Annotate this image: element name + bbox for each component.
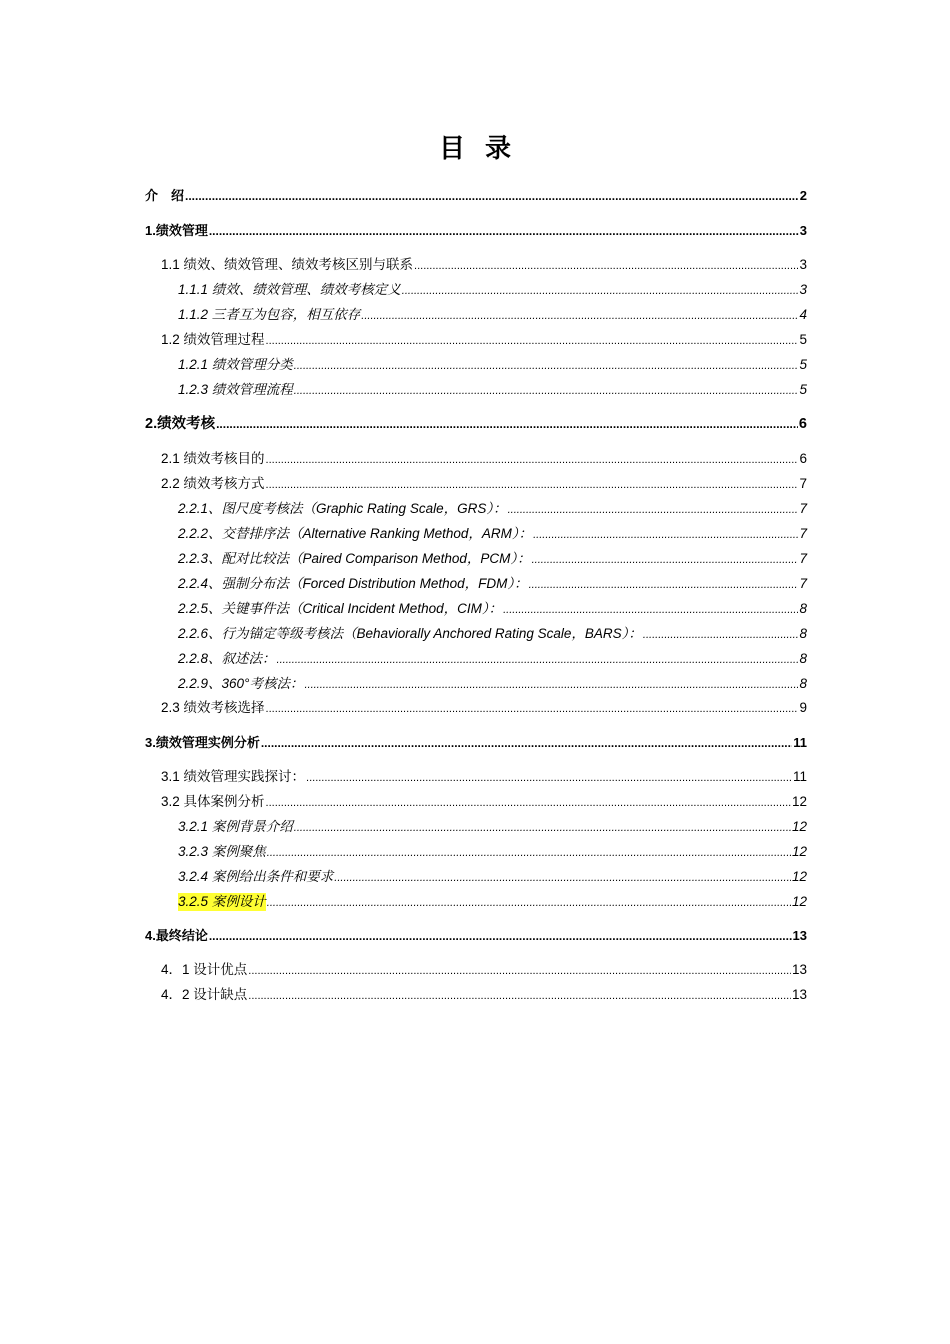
toc-leader	[361, 307, 798, 325]
toc-entry-label: 4．2 设计缺点	[161, 987, 248, 1002]
toc-entry-label: 2.绩效考核	[145, 416, 216, 432]
toc-entry-label: 3.2.4 案例给出条件和要求	[178, 869, 334, 884]
toc-entry-2-2-5[interactable]	[145, 600, 807, 618]
toc-entry-label: 3.2 具体案例分析	[161, 794, 265, 809]
toc-page-number: 8	[799, 651, 807, 666]
toc-page-number: 12	[791, 819, 807, 834]
toc-entry-label: 介 绍	[145, 188, 185, 203]
toc-leader	[414, 257, 798, 275]
toc-entry-label: 4．1 设计优点	[161, 962, 248, 977]
toc-entry-label: 2.2.6、行为锚定等级考核法（Behaviorally Anchored Rating Scale，BARS）：	[178, 626, 642, 641]
toc-entry-3-2-4[interactable]	[145, 868, 807, 886]
toc-page-number: 8	[799, 676, 807, 691]
toc-leader	[306, 769, 792, 787]
toc-leader	[266, 332, 799, 350]
toc-page-number: 7	[799, 526, 807, 541]
toc-page-number: 7	[799, 576, 807, 591]
toc-entry-2-2-9[interactable]	[145, 675, 807, 693]
toc-entry-label: 1.2.3 绩效管理流程	[178, 382, 293, 397]
toc-entry-label: 1.1.1 绩效、绩效管理、绩效考核定义	[178, 282, 401, 297]
toc-entry-label: 3.2.3 案例聚焦	[178, 844, 266, 859]
toc-entry-label: 1.2.1 绩效管理分类	[178, 357, 293, 372]
toc-leader	[277, 651, 799, 669]
toc-page-number: 13	[791, 987, 807, 1002]
toc-entry-2-2-1[interactable]	[145, 500, 807, 518]
toc-page-number: 13	[792, 928, 807, 943]
toc-page-number: 12	[791, 794, 807, 809]
toc-entry-label: 2.2 绩效考核方式	[161, 476, 265, 491]
toc-entry-1-1-2[interactable]	[145, 306, 807, 324]
toc-page-number: 7	[799, 551, 807, 566]
toc-entry-label: 3.绩效管理实例分析	[145, 735, 260, 750]
toc-page-number: 8	[799, 601, 807, 616]
toc-entry-label-highlighted: 3.2.5 案例设计	[178, 894, 266, 909]
toc-entry-label: 1.2 绩效管理过程	[161, 332, 265, 347]
toc-entry-label: 2.2.8、叙述法：	[178, 651, 276, 666]
toc-page-number: 13	[791, 962, 807, 977]
toc-page-number: 6	[799, 451, 807, 466]
toc-entry-label: 2.2.3、配对比较法（Paired Comparison Method，PCM）：	[178, 551, 531, 566]
toc-page-number: 5	[799, 382, 807, 397]
toc-page-number: 3	[799, 257, 807, 272]
toc-leader	[261, 734, 792, 752]
toc-leader	[294, 382, 799, 400]
toc-entry-intro[interactable]	[145, 187, 807, 205]
toc-entry-label: 2.3 绩效考核选择	[161, 700, 265, 715]
toc-entry-label: 2.2.9、360°考核法：	[178, 676, 304, 691]
toc-entry-3-1[interactable]	[145, 768, 807, 786]
toc-entry-1-2[interactable]	[145, 331, 807, 349]
toc-leader	[248, 987, 791, 1005]
toc-entry-label: 1.绩效管理	[145, 223, 208, 238]
toc-leader	[185, 187, 799, 205]
toc-leader	[209, 222, 799, 240]
toc-leader	[533, 526, 798, 544]
toc-entry-label: 2.2.4、强制分布法（Forced Distribution Method，FDM）：	[178, 576, 528, 591]
toc-page-number: 6	[798, 416, 807, 432]
toc-page-number: 7	[799, 476, 807, 491]
toc-entry-label: 3.1 绩效管理实践探讨：	[161, 769, 306, 784]
toc-page-number: 12	[791, 894, 807, 909]
toc-entry-label: 1.1.2 三者互为包容，相互依存	[178, 307, 361, 322]
toc-leader	[216, 415, 798, 433]
toc-entry-4[interactable]	[145, 927, 807, 945]
toc-entry-1[interactable]	[145, 222, 807, 240]
toc-entry-label: 2.2.5、关键事件法（Critical Incident Method，CIM）：	[178, 601, 503, 616]
toc-leader	[209, 927, 792, 945]
toc-page-number: 4	[799, 307, 807, 322]
toc-entry-label: 2.2.1、图尺度考核法（Graphic Rating Scale，GRS）：	[178, 501, 507, 516]
toc-entry-1-1[interactable]	[145, 256, 807, 274]
toc-leader	[529, 576, 799, 594]
toc-entry-2-2-8[interactable]	[145, 650, 807, 668]
toc-leader	[508, 501, 799, 519]
toc-entry-2-2-4[interactable]	[145, 575, 807, 593]
toc-leader	[266, 476, 799, 494]
toc-page-number: 2	[799, 188, 807, 203]
toc-page-number: 5	[799, 357, 807, 372]
toc-leader	[266, 700, 799, 718]
toc-page-number: 11	[793, 735, 807, 750]
toc-leader	[643, 626, 799, 644]
toc-page-number: 7	[799, 501, 807, 516]
toc-entry-2-2[interactable]	[145, 475, 807, 493]
toc-entry-3[interactable]	[145, 734, 807, 752]
toc-leader	[294, 357, 799, 375]
toc-entry-label: 4.最终结论	[145, 928, 208, 943]
toc-entry-1-1-1[interactable]	[145, 281, 807, 299]
toc-entry-2[interactable]	[145, 415, 807, 433]
toc-leader	[294, 819, 791, 837]
toc-entry-3-2-5[interactable]	[145, 893, 807, 911]
toc-leader	[334, 869, 791, 887]
toc-leader	[266, 794, 791, 812]
toc-page-number: 9	[799, 700, 807, 715]
toc-page-number: 12	[791, 869, 807, 884]
toc-page-number: 3	[799, 223, 807, 238]
toc-entry-label: 2.1 绩效考核目的	[161, 451, 265, 466]
toc-page-number: 3	[799, 282, 807, 297]
toc-entry-3-2-1[interactable]	[145, 818, 807, 836]
toc-entry-1-2-1[interactable]	[145, 356, 807, 374]
toc-entry-label: 3.2.1 案例背景介绍	[178, 819, 293, 834]
toc-page-number: 8	[799, 626, 807, 641]
toc-leader	[532, 551, 799, 569]
toc-entry-3-2[interactable]	[145, 793, 807, 811]
toc-leader	[304, 676, 798, 694]
toc-leader	[402, 282, 799, 300]
toc-entry-1-2-3[interactable]	[145, 381, 807, 399]
toc-entry-4-2[interactable]	[145, 986, 807, 1004]
toc-entry-label: 1.1 绩效、绩效管理、绩效考核区别与联系	[161, 257, 414, 272]
toc-page-number: 5	[799, 332, 807, 347]
toc-leader	[266, 451, 799, 469]
toc-entry-3-2-3[interactable]	[145, 843, 807, 861]
toc-entry-label: 2.2.2、交替排序法（Alternative Ranking Method，ARM）：	[178, 526, 533, 541]
toc-entry-2-2-2[interactable]	[145, 525, 807, 543]
toc-entry-2-2-3[interactable]	[145, 550, 807, 568]
toc-leader	[503, 601, 798, 619]
toc-page-number: 12	[791, 844, 807, 859]
toc-leader	[248, 962, 791, 980]
toc-entry-4-1[interactable]	[145, 961, 807, 979]
toc-leader	[267, 894, 791, 912]
toc-page-number: 11	[792, 769, 807, 784]
toc-entry-2-3[interactable]	[145, 699, 807, 717]
toc-entry-2-1[interactable]	[145, 450, 807, 468]
toc-entry-2-2-6[interactable]	[145, 625, 807, 643]
toc-leader	[267, 844, 791, 862]
toc-title: 目录	[438, 134, 531, 164]
